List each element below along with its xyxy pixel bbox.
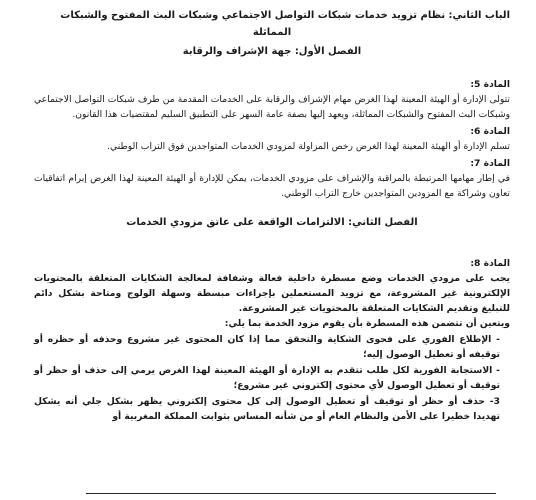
chapter-title: الباب الثاني: نظام تزويد خدمات شبكات التواصل الاجتماعي وشبكات البث المفتوح والشبكات (60, 10, 510, 21)
article-5-text: تتولى الإدارة أو الهيئة المعينة لهذا الغرض مهام الإشراف والرقابة على الخدمات المقدمة من طرف شبكات التواصل الاجتماعي وشبكات البث المفتوح والشبكات المماثلة، ويعهد إليها بصفة عامة السهر على التطبيق السليم لمقتضيات هذا القانون. (34, 94, 510, 120)
chapter-title-continued: المماثلة (252, 27, 292, 38)
article-6-label: المادة 6: (470, 126, 510, 137)
article-7-label: المادة 7: (470, 158, 510, 169)
article-8-text: يجب على مزودي الخدمات وضع مسطرة داخلية فعالة وشفافة لمعالجة الشكايات المتعلقة بالمحتويات الإلكترونية غير المشروعة، مع تزويد المستعملين بإجراءات مبسطة وسهلة الولوج ومتاحة بشكل دائم للتبليغ وتقديم الشكايات المتعلقة بالمحتويات غير المشروعة. (34, 273, 510, 314)
section-2-title: الفصل الثاني: الالتزامات الواقعة على عاتق مزودي الخدمات (126, 217, 418, 228)
article-8-item-3: 3- حذف أو حظر أو توقيف أو تعطيل الوصول إلى كل محتوى إلكتروني يظهر بشكل جلي أنه يشكل تهديدا خطيرا على الأمن والنظام العام أو من شأنه المساس بثوابت المملكة المغربية أو (34, 396, 500, 422)
article-8-label: المادة 8: (470, 258, 510, 269)
article-8-intro: ويتعين أن تتضمن هذه المسطرة بأن يقوم مزود الخدمة بما يلي: (224, 318, 510, 329)
article-8-item-1: - الإطلاع الفوري على فحوى الشكاية والتحقق مما إذا كان المحتوى غير مشروع وحذفه أو حظره أو توقيفه أو تعطيل الوصول إليه؛ (34, 334, 500, 360)
article-8-item-2: - الاستجابة الفورية لكل طلب تتقدم به الإدارة أو الهيئة المعينة لهذا الغرض يرمي إلى حذف أو حظر أو توقيف أو تعطيل الوصول لأي محتوى إلكتروني غير مشروع؛ (34, 365, 500, 391)
article-7-text: في إطار مهامها المرتبطة بالمراقبة والإشراف على مزودي الخدمات، يمكن للإدارة أو الهيئة المعينة لهذا الغرض إبرام اتفاقيات تعاون وشراكة مع المزودين المتواجدين خارج التراب الوطني. (34, 173, 510, 199)
article-6-text: تسلم الإدارة أو الهيئة المعينة لهذا الغرض رخص المزاولة لمزودي الخدمات المتواجدين فوق التراب الوطني. (107, 141, 510, 152)
article-5-label: المادة 5: (470, 79, 510, 90)
section-1-title: الفصل الأول: جهة الإشراف والرقابة (182, 46, 362, 57)
bottom-rule (86, 493, 496, 494)
